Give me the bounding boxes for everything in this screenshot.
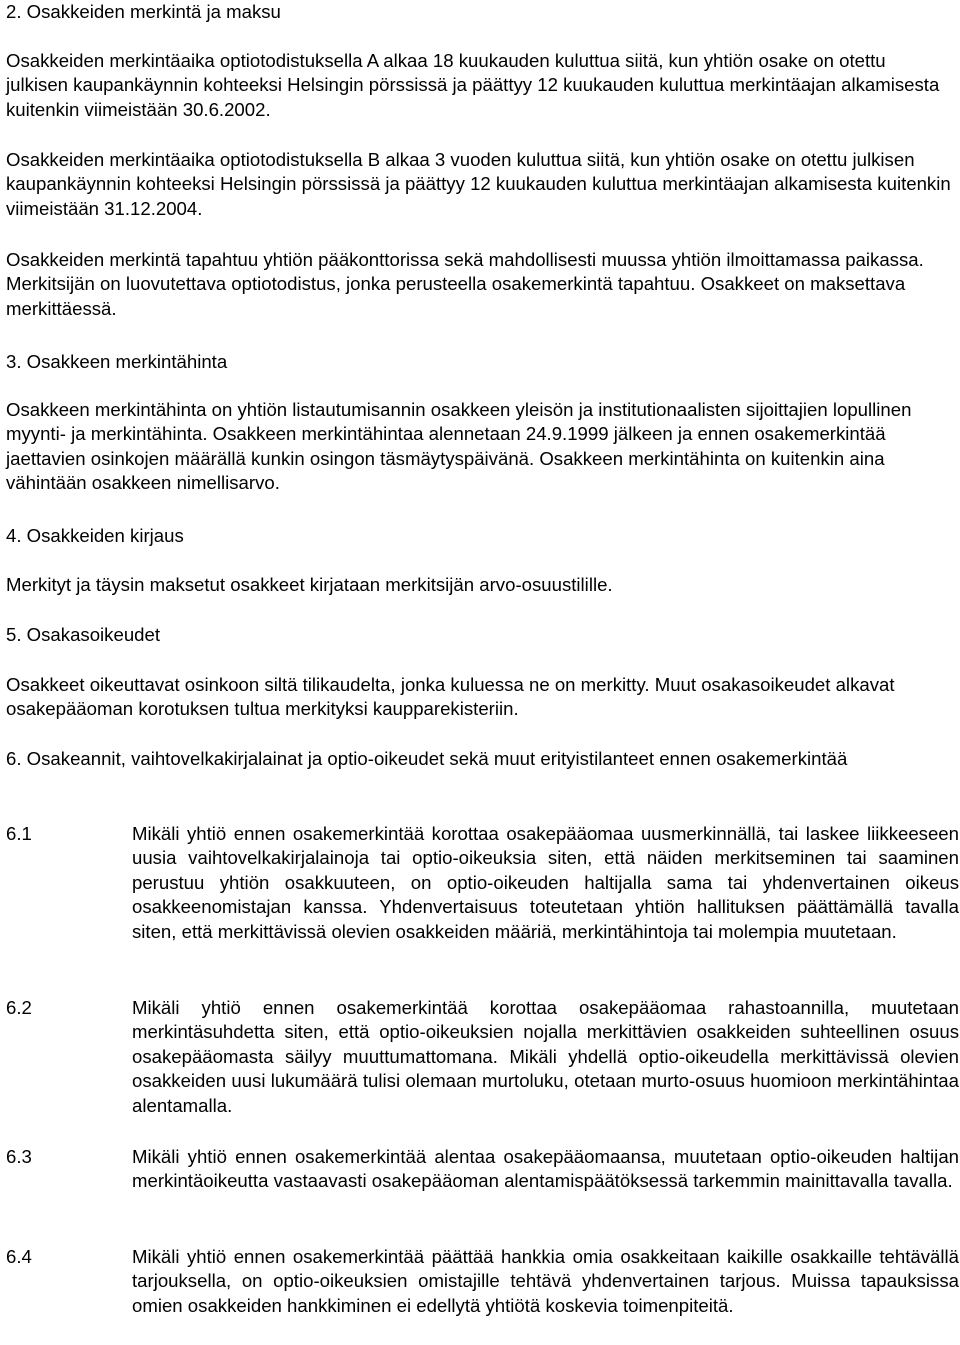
section-heading-2: 2. Osakkeiden merkintä ja maksu [6, 1, 281, 22]
paragraph-merkintaaika-b: Osakkeiden merkintäaika optiotodistuksella B alkaa 3 vuoden kuluttua siitä, kun yhtiön osake on otettu julkisen kaupankäynnin kohteeksi Helsingin pörssissä ja päättyy 12 kuukauden kuluttua merkintäajan alkamisesta kuitenkin viimeistään 31.12.2004. [6, 149, 951, 219]
numbered-item-6-2 [6, 996, 959, 1118]
item-number: 6.3 [6, 1146, 32, 1167]
item-number: 6.1 [6, 823, 32, 844]
paragraph-merkintahinta: Osakkeen merkintähinta on yhtiön listautumisannin osakkeen yleisön ja institutionaalisten sijoittajien lopullinen myynti- ja merkintähinta. Osakkeen merkintähintaa alennetaan 24.9.1999 jälkeen ja ennen osakemerkintää jaettavien osinkojen määrällä kunkin osingon täsmäytyspäivänä. Osakkeen merkintähinta on kuitenkin aina vähintään osakkeen nimellisarvo. [6, 399, 912, 494]
item-text: Mikäli yhtiö ennen osakemerkintää päättää hankkia omia osakkeitaan kaikille osakkaille tehtävällä tarjouksella, on optio-oikeuksien omistajille tehtävä yhdenvertainen tarjous. Muissa tapauksissa omien osakkeiden hankkiminen ei edellytä yhtiötä koskevia toimenpiteitä. [132, 1246, 959, 1316]
item-number: 6.4 [6, 1246, 32, 1267]
section-heading-5: 5. Osakasoikeudet [6, 624, 161, 645]
numbered-item-6-1 [6, 822, 959, 944]
section-heading-6: 6. Osakeannit, vaihtovelkakirjalainat ja optio-oikeudet sekä muut erityistilanteet ennen osakemerkintää [6, 748, 848, 769]
numbered-item-6-3 [6, 1145, 959, 1194]
numbered-item-6-4 [6, 1245, 959, 1318]
section-heading-3: 3. Osakkeen merkintähinta [6, 351, 228, 372]
item-text: Mikäli yhtiö ennen osakemerkintää korottaa osakepääomaa rahastoannilla, muutetaan merkintäsuhdetta siten, että optio-oikeuksien nojalla merkittävien osakkeiden suhteellinen osuus osakepääomasta säilyy muuttumattomana. Mikäli yhdellä optio-oikeudella merkittävissä olevien osakkeiden uusi lukumäärä tulisi olemaan murtoluku, otetaan murto-osuus huomioon merkintähintaa alentamalla. [132, 997, 959, 1116]
section-heading-4: 4. Osakkeiden kirjaus [6, 525, 184, 546]
paragraph-osakasoikeudet: Osakkeet oikeuttavat osinkoon siltä tilikaudelta, jonka kuluessa ne on merkitty. Muut osakasoikeudet alkavat osakepääoman korotuksen tultua merkityksi kaupparekisteriin. [6, 674, 895, 720]
item-text: Mikäli yhtiö ennen osakemerkintää korottaa osakepääomaa uusmerkinnällä, tai laskee liikkeeseen uusia vaihtovelkakirjalainoja tai optio-oikeuksia siten, että näiden merkitseminen tai saaminen perustuu yhtiön osakkuuteen, on optio-oikeuden haltijalla sama tai yhdenvertainen oikeus osakkeenomistajan kanssa. Yhdenvertaisuus toteutetaan yhtiön hallituksen päättämällä tavalla siten, että merkittävissä olevien osakkeiden määriä, merkintähintoja tai molempia muutetaan. [132, 823, 959, 942]
item-number: 6.2 [6, 997, 32, 1018]
paragraph-merkintaaika-a: Osakkeiden merkintäaika optiotodistuksella A alkaa 18 kuukauden kuluttua siitä, kun yhtiön osake on otettu julkisen kaupankäynnin kohteeksi Helsingin pörssissä ja päättyy 12 kuukauden kuluttua merkintäajan alkamisesta kuitenkin viimeistään 30.6.2002. [6, 50, 940, 120]
paragraph-kirjaus: Merkityt ja täysin maksetut osakkeet kirjataan merkitsijän arvo-osuustilille. [6, 574, 613, 595]
item-text: Mikäli yhtiö ennen osakemerkintää alentaa osakepääomaansa, muutetaan optio-oikeuden haltijan merkintäoikeutta vastaavasti osakepääoman alentamispäätöksessä tarkemmin mainittavalla tavalla. [132, 1146, 959, 1192]
paragraph-merkinta-paikka: Osakkeiden merkintä tapahtuu yhtiön pääkonttorissa sekä mahdollisesti muussa yhtiön ilmoittamassa paikassa. Merkitsijän on luovutettava optiotodistus, jonka perusteella osakemerkintä tapahtuu. Osakkeet on maksettava merkittäessä. [6, 249, 924, 319]
